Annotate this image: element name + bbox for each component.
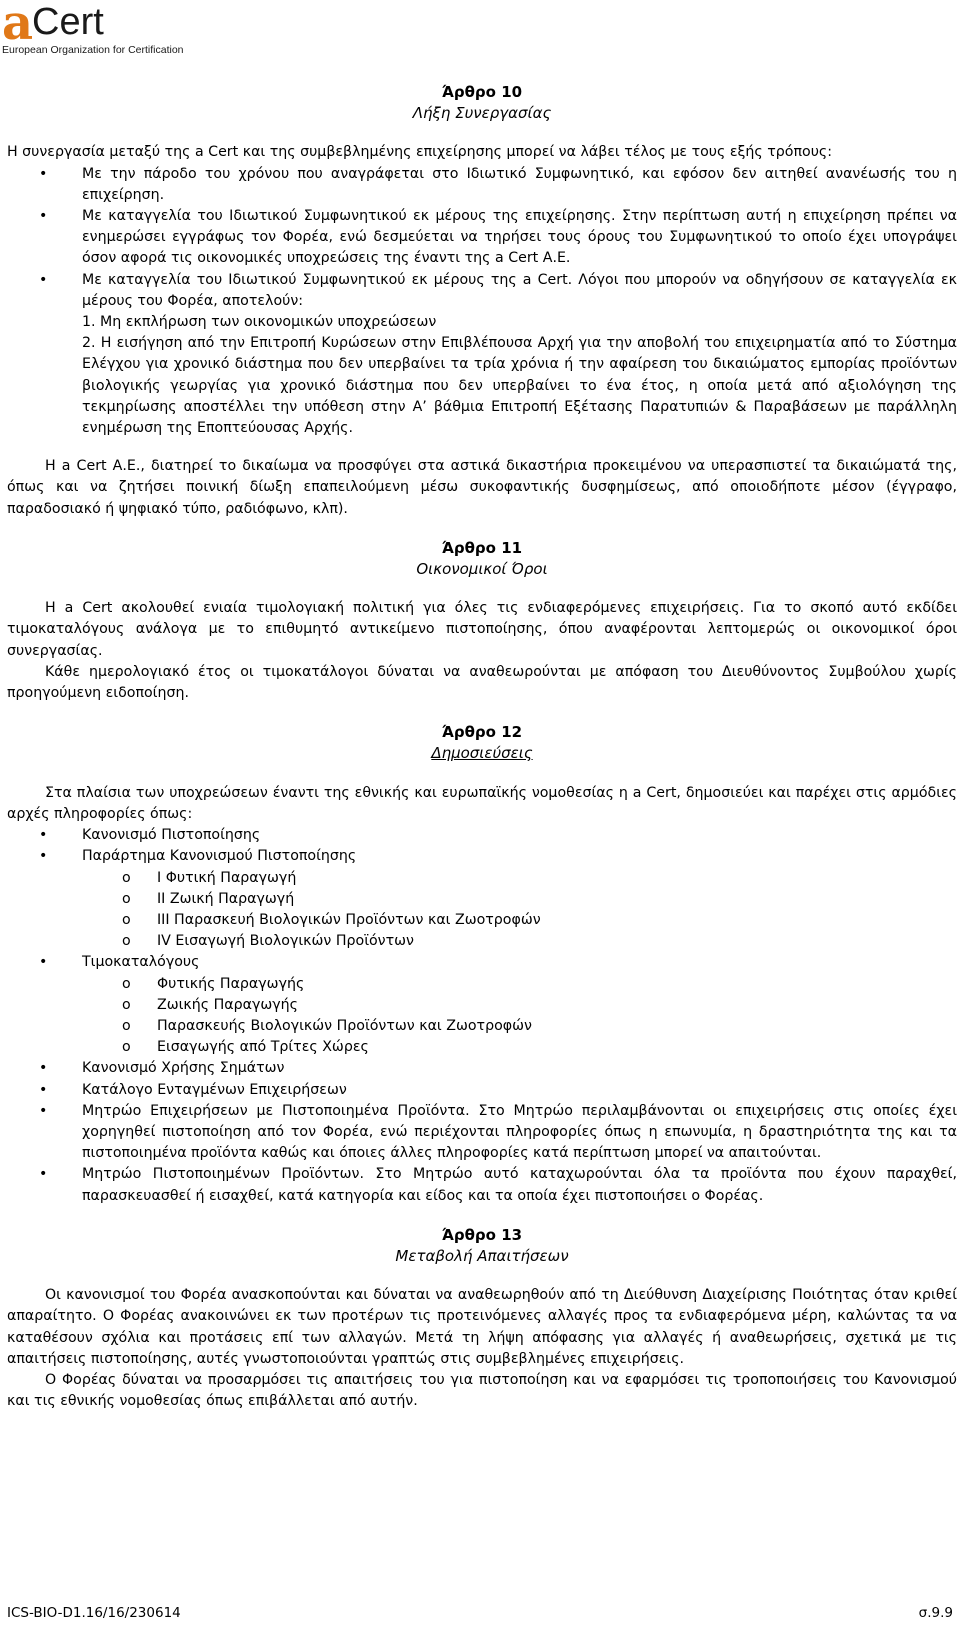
article-13-paragraph-1: Οι κανονισμοί του Φορέα ανασκοπούνται και δύναται να αναθεωρηθούν από τη Διεύθυνση Διαχείρισης Ποιότητας όταν κριθεί απαραίτητο. Ο Φορέας ανακοινώνει εκ των προτέρων τις προτεινόμενες αλλαγές προς τα ενδιαφερόμενα μέρη, καλώντας τα να καταθέσουν σχόλια και προτάσεις επί των αλλαγών. Μετά τη λήψη απόφασης για αλλαγές ή αναθεωρήσεις, σχετικά με τις απαιτήσεις πιστοποίησης, αυτές γνωστοποιούνται γραπτώς στις συμβεβλημένες επιχειρήσεις. xyxy=(7,1287,957,1367)
reason-1: 1. Μη εκπλήρωση των οικονομικών υποχρεώσεων xyxy=(82,314,437,331)
article-10-list xyxy=(7,164,957,440)
article-12-intro: Στα πλαίσια των υποχρεώσεων έναντι της εθνικής και ευρωπαϊκής νομοθεσίας η a Cert, δημοσιεύει και παρέχει στις αρμόδιες αρχές πληροφορίες όπως: xyxy=(7,784,957,822)
list-item: • Κανονισμό Χρήσης Σημάτων xyxy=(7,1058,957,1079)
list-item: • Παράρτημα Κανονισμού Πιστοποίησης xyxy=(7,846,957,867)
list-item xyxy=(7,270,957,440)
sublist-item: o Φυτικής Παραγωγής xyxy=(7,974,957,995)
annex-sublist xyxy=(7,868,957,953)
document-body xyxy=(7,82,957,1412)
document-code: ICS-BIO-D1.16/16/230614 xyxy=(7,1605,181,1621)
sublist-item: o II Ζωική Παραγωγή xyxy=(7,889,957,910)
logo-mark: a xyxy=(2,0,34,51)
logo-word: Cert xyxy=(32,1,104,43)
article-10-subtitle: Λήξη Συνεργασίας xyxy=(412,104,552,123)
list-item: • Κατάλογο Ενταγμένων Επιχειρήσεων xyxy=(7,1080,957,1101)
article-13-title: Άρθρο 13 xyxy=(441,1225,523,1244)
list-item: • Κανονισμό Πιστοποίησης xyxy=(7,825,957,846)
article-12-list xyxy=(7,825,957,867)
logo-subtitle: European Organization for Certification xyxy=(2,44,184,56)
acert-logo xyxy=(2,0,184,60)
article-11-paragraph-1: Η a Cert ακολουθεί ενιαία τιμολογιακή πολιτική για όλες τις ενδιαφερόμενες επιχειρήσεις. Για το σκοπό αυτό εκδίδει τιμοκαταλόγους ανάλογα με το επιθυμητό αντικείμενο πιστοποίησης, όπου αναφέρονται λεπτομερώς οι οικονομικοί όροι συνεργασίας. xyxy=(7,600,957,659)
list-item: • Μητρώο Επιχειρήσεων με Πιστοποιημένα Προϊόντα. Στο Μητρώο περιλαμβάνονται οι επιχειρήσεις στις οποίες έχει χορηγηθεί πιστοποίηση από τον Φορέα, ενώ περιέχονται πληροφορίες όπως η επωνυμία, η δραστηριότητα της και τα πιστοποιημένα προϊόντα καθώς και όποιες άλλες πληροφορίες κατά περίπτωση μπορεί να απαιτούνται. xyxy=(7,1101,957,1165)
reason-2: 2. Η εισήγηση από την Επιτροπή Κυρώσεων στην Επιβλέπουσα Αρχή για την αποβολή του επιχειρηματία από το Σύστημα Ελέγχου για χρονικό διάστημα που δεν υπερβαίνει τα τρία χρόνια ή την αφαίρεση του δικαιώματος εμπορίας προϊόντων βιολογικής γεωργίας για χρονικό διάστημα που δεν υπερβαίνει το ένα έτος, η οποία μετά από αξιολόγηση της τεκμηρίωσης αποστέλλει την υπόθεση στην Α’ βάθμια Επιτροπή Εξέτασης Παρατυπιών & Παραβάσεων με παράλληλη ενημέρωση της Εποπτεύουσας Αρχής. xyxy=(82,335,957,437)
article-13-paragraph-2: Ο Φορέας δύναται να προσαρμόσει τις απαιτήσεις του για πιστοποίηση και να εφαρμόσει τις τροποποιήσεις του Κανονισμού και τις εθνικής νομοθεσίας όπως επιβάλλεται από αυτήν. xyxy=(7,1371,957,1410)
sublist-item: o III Παρασκευή Βιολογικών Προϊόντων και Ζωοτροφών xyxy=(7,910,957,931)
article-12-subtitle: Δημοσιεύσεις xyxy=(431,744,533,763)
price-list-sublist xyxy=(7,974,957,1059)
sublist-item: o Ζωικής Παραγωγής xyxy=(7,995,957,1016)
article-13-subtitle: Μεταβολή Απαιτήσεων xyxy=(395,1246,569,1265)
article-12-title: Άρθρο 12 xyxy=(441,723,523,742)
article-11-title: Άρθρο 11 xyxy=(441,538,523,557)
list-item: • Μητρώο Πιστοποιημένων Προϊόντων. Στο Μητρώο αυτό καταχωρούνται όλα τα προϊόντα που έχουν παραχθεί, παρασκευασθεί ή εισαχθεί, κατά κατηγορία και είδος και τα οποία έχει πιστοποιήσει ο Φορέας. xyxy=(7,1164,957,1206)
list-item-text: • Με καταγγελία του Ιδιωτικού Συμφωνητικού εκ μέρους της a Cert. Λόγοι που μπορούν να οδηγήσουν σε καταγγελία εκ μέρους του Φορέα, αποτελούν: xyxy=(82,271,957,309)
list-item: • Με καταγγελία του Ιδιωτικού Συμφωνητικού εκ μέρους της επιχείρησης. Στην περίπτωση αυτή η επιχείρηση πρέπει να ενημερώσει εγγράφως τον Φορέα, ενώ δεσμεύεται να τηρήσει τους όρους του Συμφωνητικού το οποίο έχει υπογράψει όσον αφορά τις οικονομικές υποχρεώσεις της έναντι της a Cert Α.Ε. xyxy=(7,206,957,270)
list-item: • Τιμοκαταλόγους xyxy=(7,952,957,973)
sublist-item: o Εισαγωγής από Τρίτες Χώρες xyxy=(7,1037,957,1058)
page-number: σ.9.9 xyxy=(918,1605,953,1621)
article-11-subtitle: Οικονομικοί Όροι xyxy=(416,560,548,579)
article-10-intro: Η συνεργασία μεταξύ της a Cert και της συμβεβλημένης επιχείρησης μπορεί να λάβει τέλος με τους εξής τρόπους: xyxy=(7,144,833,161)
article-10-closing: Η a Cert Α.Ε., διατηρεί το δικαίωμα να προσφύγει στα αστικά δικαστήρια προκειμένου να υπερασπιστεί τα δικαιώματά της, όπως και να ζητήσει ποινική δίωξη επαπειλούμενη μέσω συκοφαντικής δυσφημίσεως, από οποιοδήποτε μέσον (έγγραφο, παραδοσιακό ή ψηφιακό τύπο, ραδιόφωνο, κλπ). xyxy=(7,458,957,517)
article-11-paragraph-2: Κάθε ημερολογιακό έτος οι τιμοκατάλογοι δύναται να αναθεωρούνται με απόφαση του Διευθύνοντος Συμβούλου χωρίς προηγούμενη ειδοποίηση. xyxy=(7,663,957,702)
article-10-title: Άρθρο 10 xyxy=(441,83,523,101)
sublist-item: o Παρασκευής Βιολογικών Προϊόντων και Ζωοτροφών xyxy=(7,1016,957,1037)
list-item: • Με την πάροδο του χρόνου που αναγράφεται στο Ιδιωτικό Συμφωνητικό, και εφόσον δεν αιτηθεί ανανέωσής του η επιχείρηση. xyxy=(7,164,957,206)
sublist-item: o I Φυτική Παραγωγή xyxy=(7,868,957,889)
sublist-item: o IV Εισαγωγή Βιολογικών Προϊόντων xyxy=(7,931,957,952)
